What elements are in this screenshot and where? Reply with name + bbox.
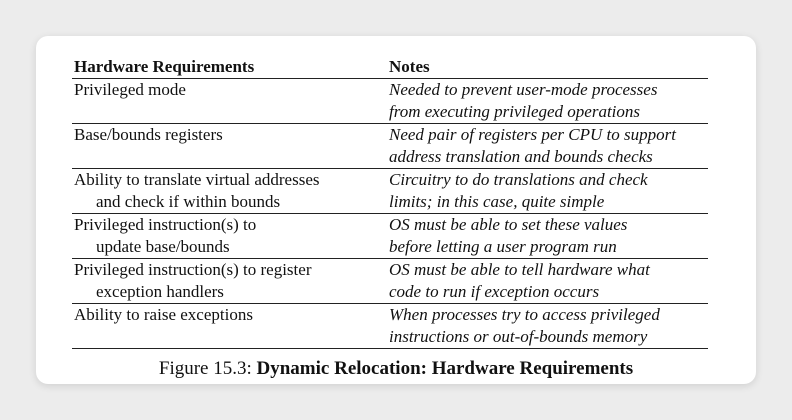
notes-line: OS must be able to set these values bbox=[389, 215, 628, 234]
requirement-line: Base/bounds registers bbox=[74, 125, 223, 144]
requirement-line: Privileged instruction(s) to bbox=[74, 215, 257, 234]
requirement-cell bbox=[72, 124, 389, 168]
requirement-line: update base/bounds bbox=[96, 237, 230, 256]
requirement-line: Ability to translate virtual addresses bbox=[74, 170, 320, 189]
header-notes: Notes bbox=[389, 57, 430, 76]
notes-line: Needed to prevent user-mode processes bbox=[389, 80, 658, 99]
table-row bbox=[72, 303, 708, 349]
notes-line: from executing privileged operations bbox=[389, 102, 641, 121]
header-hardware-requirements: Hardware Requirements bbox=[74, 57, 255, 76]
notes-line: code to run if exception occurs bbox=[389, 282, 600, 301]
table-row bbox=[72, 123, 708, 168]
figure-title: Dynamic Relocation: Hardware Requirements bbox=[256, 358, 634, 379]
table-header-row bbox=[72, 56, 708, 78]
requirement-line: Privileged instruction(s) to register bbox=[74, 260, 312, 279]
requirement-cell bbox=[72, 304, 389, 348]
notes-cell bbox=[389, 259, 708, 303]
notes-cell bbox=[389, 124, 708, 168]
notes-line: before letting a user program run bbox=[389, 237, 617, 256]
hardware-requirements-table bbox=[72, 56, 708, 349]
notes-line: Need pair of registers per CPU to support bbox=[389, 125, 676, 144]
notes-cell bbox=[389, 304, 708, 348]
notes-line: Circuitry to do translations and check bbox=[389, 170, 648, 189]
table-row bbox=[72, 78, 708, 123]
requirement-line: Privileged mode bbox=[74, 80, 186, 99]
requirement-cell bbox=[72, 214, 389, 258]
notes-cell bbox=[389, 169, 708, 213]
requirement-line: and check if within bounds bbox=[96, 192, 281, 211]
table-row bbox=[72, 168, 708, 213]
requirement-line: exception handlers bbox=[96, 282, 224, 301]
notes-line: limits; in this case, quite simple bbox=[389, 192, 605, 211]
notes-line: instructions or out-of-bounds memory bbox=[389, 327, 648, 346]
table-row bbox=[72, 213, 708, 258]
figure-caption bbox=[0, 357, 792, 381]
requirement-cell bbox=[72, 259, 389, 303]
notes-cell bbox=[389, 214, 708, 258]
figure-label: Figure 15.3: bbox=[158, 358, 252, 379]
requirement-cell bbox=[72, 169, 389, 213]
notes-line: OS must be able to tell hardware what bbox=[389, 260, 650, 279]
notes-cell bbox=[389, 79, 708, 123]
requirement-line: Ability to raise exceptions bbox=[74, 305, 253, 324]
notes-line: When processes try to access privileged bbox=[389, 305, 660, 324]
notes-line: address translation and bounds checks bbox=[389, 147, 653, 166]
requirement-cell bbox=[72, 79, 389, 123]
table-row bbox=[72, 258, 708, 303]
